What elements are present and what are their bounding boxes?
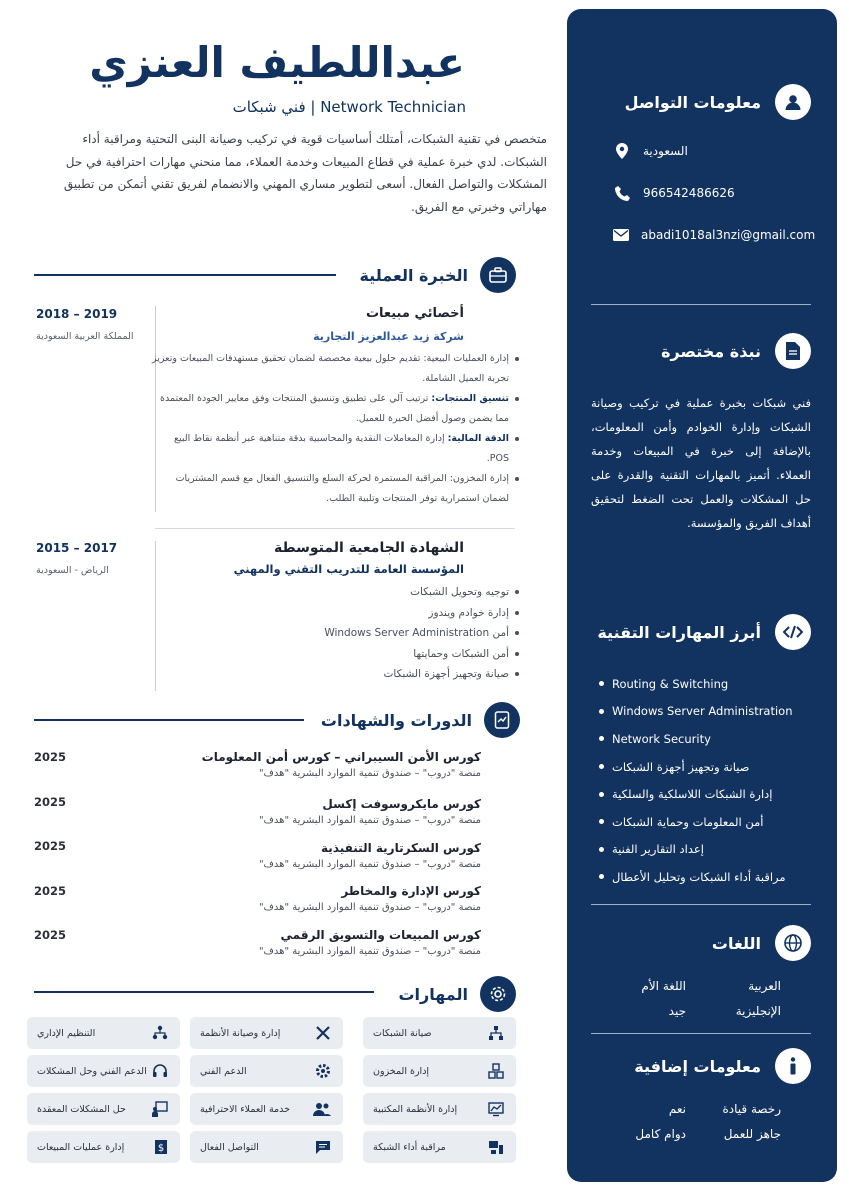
tech-skill-item: Network Security [591,725,811,753]
tech-skill-item: أمن المعلومات وحماية الشبكات [591,808,811,836]
skill-chip-label: التواصل الفعال [200,1141,259,1153]
education-date: 2015 – 2017 [36,541,118,555]
extra-info-row: جاهز للعمل دوام كامل [635,1126,781,1141]
sidebar [567,9,837,1182]
language-row: العربية اللغة الأم [641,978,781,993]
tech-skills-section [591,614,811,891]
skill-chip [190,1093,343,1125]
skill-chip [190,1055,343,1087]
dollar-doc-icon [154,1139,168,1155]
email-icon [613,229,629,241]
user-icon [775,84,811,120]
document-icon [775,333,811,369]
languages-section [591,925,811,1023]
tech-skill-item: Routing & Switching [591,670,811,698]
users-icon [313,1101,331,1117]
skill-chip-label: مراقبة أداء الشبكة [373,1141,446,1153]
info-icon [775,1048,811,1084]
experience-header [359,257,516,293]
courses-divider [34,719,304,721]
job-company: شركة زيد عبدالعزيز التجارية [313,330,464,343]
job-bullet: الدقة المالية: إدارة المعاملات النقدية والمحاسبية بدقة متناهية عبر أنظمة نقاط البيع POS. [151,429,519,469]
extra-info-title: معلومات إضافية [634,1056,761,1076]
education-item: أمن Windows Server Administration [151,623,519,644]
education-title: الشهادة الجامعية المتوسطة [273,540,464,556]
experience-divider [34,274,336,276]
skill-chip-label: إدارة وصيانة الأنظمة [200,1027,281,1039]
job-location: المملكة العربية السعودية [36,331,134,342]
contact-section [591,84,816,266]
course-item [181,926,481,960]
skills-title: المهارات [398,984,468,1004]
skill-chip-label: إدارة المخزون [373,1065,430,1077]
skill-chip [27,1093,180,1125]
course-provider: منصة "دروب" – صندوق تنمية الموارد البشرية "هدف" [258,815,481,826]
courses-header [321,702,520,738]
network-monitor-icon [488,1139,504,1155]
course-provider: منصة "دروب" – صندوق تنمية الموارد البشرية "هدف" [258,768,481,779]
extra-info-header [591,1048,811,1084]
skill-chip [27,1055,180,1087]
tech-skills-header [591,614,811,650]
tech-skill-item: إعداد التقارير الفنية [591,836,811,864]
course-provider: منصة "دروب" – صندوق تنمية الموارد البشرية "هدف" [258,946,481,957]
job-date: 2018 – 2019 [36,307,118,321]
skill-chip-label: خدمة العملاء الاحترافية [200,1103,291,1115]
gear-icon [480,976,516,1012]
skill-chip [27,1131,180,1163]
education-item: أمن الشبكات وحمايتها [151,644,519,665]
languages-title: اللغات [711,933,761,953]
skill-chip [363,1093,516,1125]
course-year: 2025 [34,839,67,853]
intro-paragraph: متخصص في تقنية الشبكات، أمتلك أساسيات قوية في تركيب وصيانة البنى التحتية ومراقبة أداء الشبكات. لدي خبرة عملية في قطاع المبيعات وخدمة العملاء، مما منحني مهارات احترافية في حل المشكلات والتواصل الفعال. أسعى لتطوير مساري المهني والانضمام لفريق تقني أتمكن من تطبيق مهاراتي وخبرتي مع الفريق. [63,132,547,214]
extra-info-section [591,1048,811,1146]
course-year: 2025 [34,884,67,898]
tech-skill-item: إدارة الشبكات اللاسلكية والسلكية [591,780,811,808]
tech-skill-item: مراقبة أداء الشبكات وتحليل الأعطال [591,863,811,891]
skill-chip-label: إدارة عمليات المبيعات [37,1141,125,1153]
headset-icon [152,1063,168,1079]
tech-skills-title: أبرز المهارات التقنية [597,622,761,642]
contact-location: السعودية [591,140,811,162]
skill-chip-label: صيانة الشبكات [373,1027,432,1039]
course-title: كورس الأمن السيبراني – كورس أمن المعلومات [201,750,481,764]
contact-header [591,84,811,120]
sidebar-divider [591,904,811,905]
course-title: كورس الإدارة والمخاطر [341,884,481,898]
briefcase-icon [480,257,516,293]
tech-skills-list [591,670,811,891]
course-item [181,748,481,782]
section-separator [155,528,515,529]
skills-divider [34,991,374,993]
skill-chip-label: الدعم الفني وحل المشكلات [37,1065,147,1077]
candidate-name: عبداللطيف العنزي [89,38,465,87]
sidebar-divider [591,304,811,305]
skill-chip-label: حل المشكلات المعقدة [37,1103,126,1115]
gear-icon [315,1063,331,1079]
job-bullet: إدارة العمليات البيعية: تقديم حلول بيعية مخصصة لضمان تحقيق مستهدفات المبيعات وتعزيز تجربة العميل الشاملة. [151,349,519,389]
skill-chip [363,1055,516,1087]
code-icon [775,614,811,650]
network-icon [488,1025,504,1041]
skill-chip [27,1017,180,1049]
courses-title: الدورات والشهادات [320,710,472,730]
contact-phone[interactable]: 966542486626 [591,182,811,204]
certificate-icon [484,702,520,738]
education-item: صيانة وتجهيز أجهزة الشبكات [151,664,519,685]
location-pin-icon [613,143,631,159]
phone-icon [613,186,631,201]
summary-text: فني شبكات بخبرة عملية في تركيب وصيانة الشبكات وإدارة الخوادم وأمن المعلومات، بالإضافة إلى خبرة في المبيعات وخدمة العملاء. أتميز بالمهارات التقنية والقدرة على حل المشكلات والعمل تحت الضغط لتحقيق أهداف الفريق والمؤسسة. [591,396,811,530]
summary-title: نبذة مختصرة [661,341,761,361]
education-items [151,582,519,685]
sidebar-divider [591,1033,811,1034]
svg-text:$: $ [157,1143,165,1154]
education-item: توجيه وتحويل الشبكات [151,582,519,603]
chat-icon [315,1139,331,1155]
course-item [181,795,481,829]
org-chart-icon [152,1025,168,1041]
presentation-icon [152,1101,168,1117]
skill-chip [363,1017,516,1049]
course-provider: منصة "دروب" – صندوق تنمية الموارد البشرية "هدف" [258,859,481,870]
skill-chip [190,1131,343,1163]
extra-info-row: رخصة قيادة نعم [668,1101,781,1116]
course-title: كورس السكرتارية التنفيذية [321,841,481,855]
boxes-icon [488,1063,504,1079]
job-bullet: إدارة المخزون: المراقبة المستمرة لحركة السلع والتنسيق الفعال مع قسم المشتريات لضمان استمرارية توفر المنتجات وتلبية الطلب. [151,469,519,509]
course-year: 2025 [34,795,67,809]
globe-icon [775,925,811,961]
course-item [181,882,481,916]
skill-chip-label: إدارة الأنظمة المكتبية [373,1103,458,1115]
course-title: كورس المبيعات والتسويق الرقمي [280,928,481,942]
job-title: أخصائي مبيعات [365,306,464,321]
tech-skill-item: Windows Server Administration [591,698,811,726]
contact-email[interactable]: abadi1018al3nzi@gmail.com [591,224,811,246]
job-bullets [151,349,519,509]
summary-section [591,333,811,535]
language-row: الإنجليزية جيد [668,1003,781,1018]
skill-chip-label: التنظيم الإداري [37,1027,96,1039]
skill-chip [363,1131,516,1163]
chart-monitor-icon [488,1101,504,1117]
education-item: إدارة خوادم ويندوز [151,603,519,624]
candidate-role: فني شبكات | Network Technician [232,98,466,116]
skill-chip [190,1017,343,1049]
tools-icon [315,1025,331,1041]
summary-header [591,333,811,369]
education-location: الرياض - السعودية [36,565,109,576]
course-item [181,839,481,873]
education-institution: المؤسسة العامة للتدريب التقني والمهني [233,562,464,576]
job-bullet: تنسيق المنتجات: ترتيب آلي على تطبيق وتنسيق المنتجات وفق معايير الجودة المعتمدة مما يضمن وصول أفضل الحيرة للعميل. [151,389,519,429]
course-provider: منصة "دروب" – صندوق تنمية الموارد البشرية "هدف" [258,902,481,913]
tech-skill-item: صيانة وتجهيز أجهزة الشبكات [591,753,811,781]
skills-header [398,976,516,1012]
experience-title: الخبرة العملية [359,265,468,285]
contact-title: معلومات التواصل [624,92,761,112]
skill-chip-label: الدعم الفني [200,1065,247,1077]
course-year: 2025 [34,750,67,764]
languages-header [591,925,811,961]
course-year: 2025 [34,928,67,942]
course-title: كورس مايكروسوفت إكسل [322,797,481,811]
